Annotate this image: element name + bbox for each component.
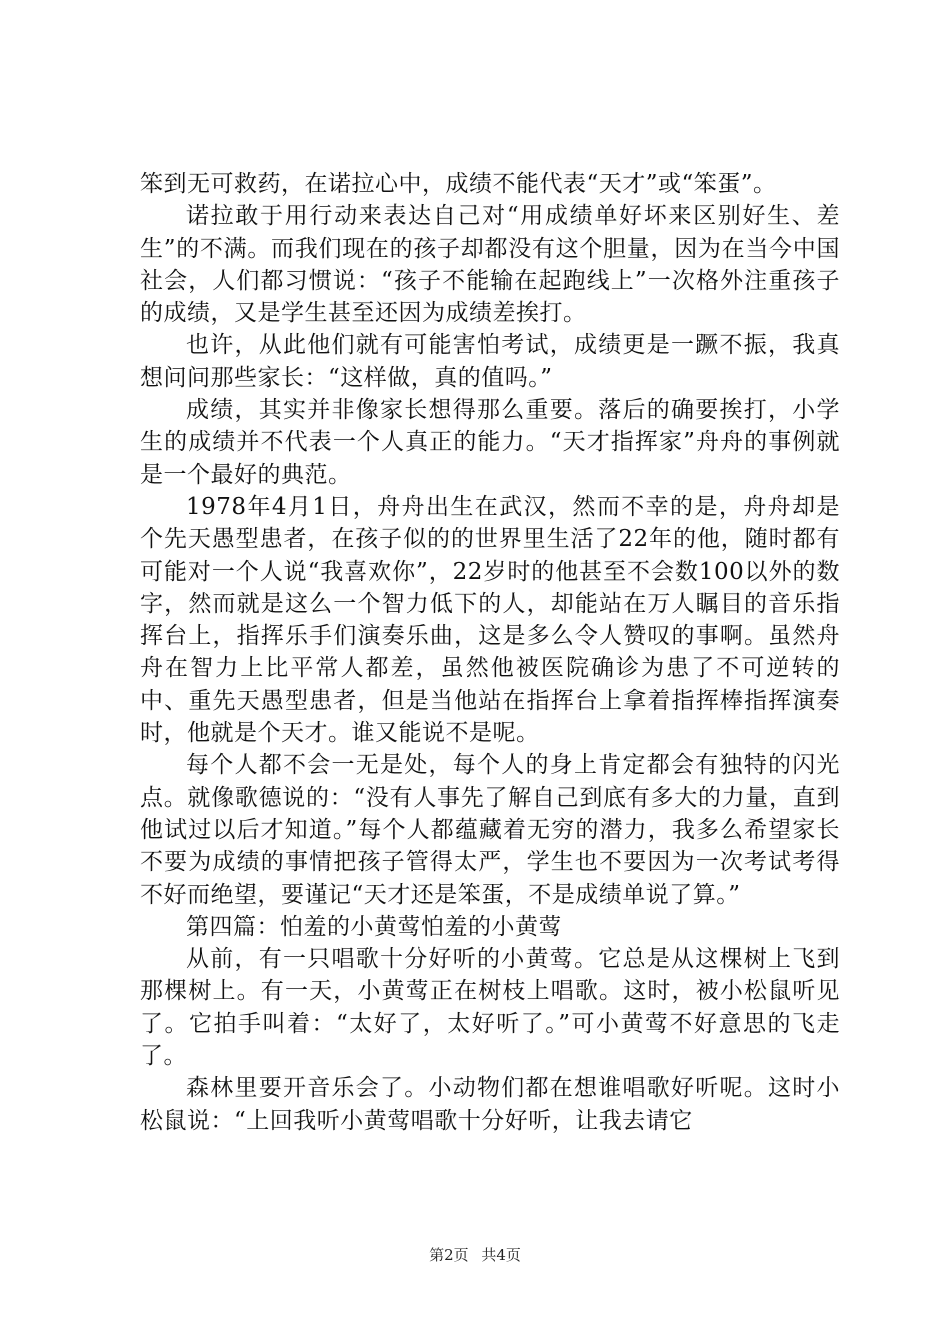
paragraph-3: 也许，从此他们就有可能害怕考试，成绩更是一蹶不振，我真想问问那些家长：“这样做，真的值吗。” bbox=[140, 332, 840, 391]
page-footer bbox=[0, 1244, 950, 1265]
paragraph-1: 笨到无可救药，在诺拉心中，成绩不能代表“天才”或“笨蛋”。 bbox=[140, 171, 777, 197]
paragraph-6: 每个人都不会一无是处，每个人的身上肯定都会有独特的闪光点。就像歌德说的：“没有人事先了解自己到底有多大的力量，直到他试过以后才知道。”每个人都蕴藏着无穷的潜力，我多么希望家长不要为成绩的事情把孩子管得太严，学生也不要因为一次考试考得不好而绝望，要谨记“天才还是笨蛋，不是成绩单说了算。” bbox=[140, 752, 840, 908]
paragraph-5: 1978年4月1日，舟舟出生在武汉，然而不幸的是，舟舟却是个先天愚型患者，在孩子似的的世界里生活了22年的他，随时都有可能对一个人说“我喜欢你”，22岁时的他甚至不会数100以外的数字，然而就是这么一个智力低下的人，却能站在万人瞩目的音乐指挥台上，指挥乐手们演奏乐曲，这是多么令人赞叹的事啊。虽然舟舟在智力上比平常人都差，虽然他被医院确诊为患了不可逆转的中、重先天愚型患者，但是当他站在指挥台上拿着指挥棒指挥演奏时，他就是个天才。谁又能说不是呢。 bbox=[140, 493, 840, 747]
paragraph-2: 诺拉敢于用行动来表达自己对“用成绩单好坏来区别好生、差生”的不满。而我们现在的孩子却都没有这个胆量，因为在当今中国社会，人们都习惯说：“孩子不能输在起跑线上”一次格外注重孩子的成绩，又是学生甚至还因为成绩差挨打。 bbox=[140, 203, 840, 327]
paragraph-8: 森林里要开音乐会了。小动物们都在想谁唱歌好听呢。这时小松鼠说：“上回我听小黄莺唱歌十分好听，让我去请它 bbox=[140, 1075, 840, 1134]
paragraph-7: 从前，有一只唱歌十分好听的小黄莺。它总是从这棵树上飞到那棵树上。有一天，小黄莺正在树枝上唱歌。这时，被小松鼠听见了。它拍手叫着：“太好了，太好听了。”可小黄莺不好意思的飞走了。 bbox=[140, 946, 840, 1070]
page-total: 共4页 bbox=[481, 1246, 521, 1264]
paragraph-4: 成绩，其实并非像家长想得那么重要。落后的确要挨打，小学生的成绩并不代表一个人真正的能力。“天才指挥家”舟舟的事例就是一个最好的典范。 bbox=[140, 397, 840, 488]
section-heading: 第四篇：怕羞的小黄莺怕羞的小黄莺 bbox=[186, 913, 562, 940]
page-number: 第2页 bbox=[429, 1246, 469, 1264]
document-body bbox=[140, 168, 840, 1137]
